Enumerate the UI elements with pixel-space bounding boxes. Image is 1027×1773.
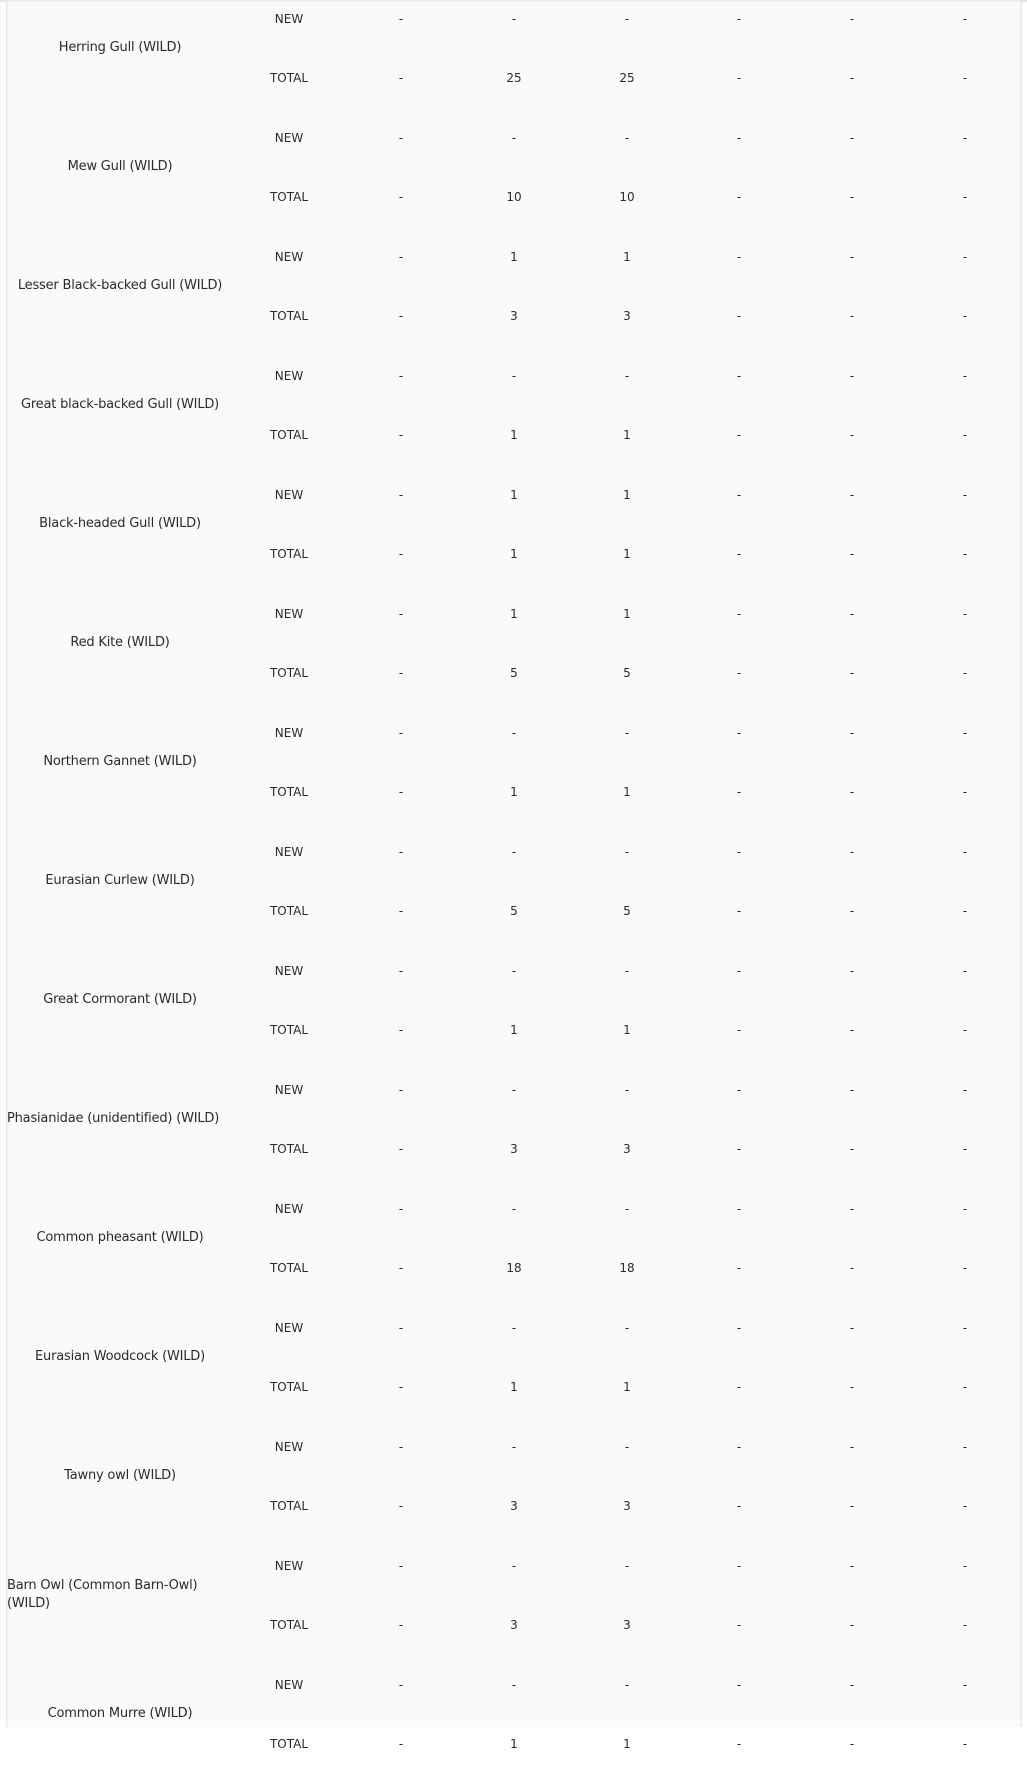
count-cell: - <box>962 964 968 978</box>
count-cell: - <box>736 1618 742 1632</box>
count-cell: - <box>736 1737 742 1751</box>
count-cell: - <box>736 904 742 918</box>
count-cell: 3 <box>510 309 518 323</box>
total-row <box>7 544 1021 564</box>
row-type-label: TOTAL <box>269 547 309 561</box>
new-row <box>7 1199 1021 1219</box>
row-type-label: TOTAL <box>269 1380 309 1394</box>
count-cell: - <box>849 12 855 26</box>
count-cell: - <box>398 1083 404 1097</box>
count-cell: - <box>398 726 404 740</box>
count-cell: 3 <box>510 1618 518 1632</box>
count-cell: - <box>849 726 855 740</box>
new-row <box>7 9 1021 29</box>
count-cell: - <box>962 1202 968 1216</box>
count-cell: - <box>849 1678 855 1692</box>
count-cell: - <box>398 71 404 85</box>
count-cell: - <box>736 1380 742 1394</box>
count-cell: - <box>511 964 517 978</box>
count-cell: - <box>736 726 742 740</box>
species-name: Northern Gannet (WILD) <box>43 754 197 769</box>
count-cell: - <box>398 1618 404 1632</box>
count-cell: - <box>849 845 855 859</box>
count-cell: 5 <box>510 666 518 680</box>
count-cell: 1 <box>510 488 518 502</box>
new-row <box>7 1675 1021 1695</box>
total-row <box>7 782 1021 802</box>
count-cell: - <box>398 785 404 799</box>
count-cell: 3 <box>623 1142 631 1156</box>
count-cell: - <box>849 428 855 442</box>
count-cell: - <box>962 131 968 145</box>
count-cell: - <box>962 1618 968 1632</box>
count-cell: - <box>511 1321 517 1335</box>
count-cell: - <box>849 666 855 680</box>
count-cell: 1 <box>623 250 631 264</box>
count-cell: 5 <box>623 904 631 918</box>
count-cell: - <box>398 1737 404 1751</box>
count-cell: - <box>849 1321 855 1335</box>
new-row <box>7 1318 1021 1338</box>
row-type-label: NEW <box>274 1321 304 1335</box>
count-cell: 1 <box>510 607 518 621</box>
new-row <box>7 723 1021 743</box>
count-cell: - <box>962 607 968 621</box>
species-group <box>7 821 1021 940</box>
count-cell: - <box>849 785 855 799</box>
count-cell: - <box>849 309 855 323</box>
total-row <box>7 1377 1021 1397</box>
row-type-label: NEW <box>274 12 304 26</box>
row-type-label: NEW <box>274 250 304 264</box>
count-cell: - <box>398 250 404 264</box>
count-cell: - <box>398 1202 404 1216</box>
count-cell: - <box>962 1737 968 1751</box>
row-type-label: TOTAL <box>269 1023 309 1037</box>
count-cell: - <box>962 785 968 799</box>
count-cell: - <box>511 845 517 859</box>
count-cell: - <box>736 1261 742 1275</box>
count-cell: - <box>849 131 855 145</box>
count-cell: - <box>849 71 855 85</box>
count-cell: - <box>511 1083 517 1097</box>
count-cell: - <box>849 547 855 561</box>
row-type-label: TOTAL <box>269 904 309 918</box>
count-cell: - <box>624 726 630 740</box>
count-cell: - <box>511 1440 517 1454</box>
count-cell: - <box>849 250 855 264</box>
count-cell: - <box>849 1142 855 1156</box>
count-cell: - <box>736 190 742 204</box>
count-cell: 1 <box>623 1737 631 1751</box>
row-type-label: NEW <box>274 1083 304 1097</box>
count-cell: - <box>962 1559 968 1573</box>
row-type-label: NEW <box>274 964 304 978</box>
count-cell: - <box>736 607 742 621</box>
count-cell: - <box>398 190 404 204</box>
count-cell: - <box>962 547 968 561</box>
count-cell: - <box>849 964 855 978</box>
count-cell: - <box>624 1678 630 1692</box>
row-type-label: TOTAL <box>269 666 309 680</box>
count-cell: - <box>849 607 855 621</box>
count-cell: 1 <box>623 488 631 502</box>
row-type-label: NEW <box>274 1202 304 1216</box>
count-cell: - <box>849 369 855 383</box>
species-table <box>7 0 1021 1773</box>
count-cell: - <box>962 1321 968 1335</box>
total-row <box>7 1496 1021 1516</box>
count-cell: - <box>398 12 404 26</box>
row-type-label: TOTAL <box>269 1261 309 1275</box>
new-row <box>7 366 1021 386</box>
total-row <box>7 68 1021 88</box>
species-table-panel <box>6 0 1022 1751</box>
count-cell: - <box>624 131 630 145</box>
count-cell: - <box>962 1499 968 1513</box>
row-type-label: TOTAL <box>269 1618 309 1632</box>
species-name: Red Kite (WILD) <box>70 635 170 650</box>
count-cell: - <box>736 71 742 85</box>
count-cell: - <box>962 845 968 859</box>
species-group <box>7 0 1021 107</box>
count-cell: - <box>736 845 742 859</box>
count-cell: - <box>962 1083 968 1097</box>
count-cell: - <box>398 1678 404 1692</box>
count-cell: - <box>736 547 742 561</box>
new-row <box>7 485 1021 505</box>
count-cell: 18 <box>619 1261 635 1275</box>
count-cell: - <box>398 1559 404 1573</box>
count-cell: - <box>398 369 404 383</box>
species-name: Phasianidae (unidentified) (WILD) <box>7 1111 220 1126</box>
count-cell: 1 <box>623 1380 631 1394</box>
count-cell: - <box>398 1499 404 1513</box>
count-cell: - <box>849 1737 855 1751</box>
count-cell: - <box>398 1023 404 1037</box>
row-type-label: NEW <box>274 726 304 740</box>
count-cell: - <box>398 1440 404 1454</box>
row-type-label: NEW <box>274 607 304 621</box>
count-cell: - <box>624 12 630 26</box>
count-cell: - <box>736 666 742 680</box>
count-cell: 3 <box>623 1499 631 1513</box>
count-cell: - <box>398 131 404 145</box>
count-cell: 1 <box>510 428 518 442</box>
species-name: Common pheasant (WILD) <box>36 1230 204 1245</box>
species-name: Great black-backed Gull (WILD) <box>20 397 220 412</box>
count-cell: - <box>962 369 968 383</box>
row-type-label: NEW <box>274 845 304 859</box>
count-cell: - <box>849 904 855 918</box>
count-cell: - <box>962 1023 968 1037</box>
count-cell: - <box>736 309 742 323</box>
count-cell: - <box>624 1440 630 1454</box>
count-cell: - <box>398 964 404 978</box>
count-cell: 10 <box>619 190 635 204</box>
row-type-label: NEW <box>274 1678 304 1692</box>
count-cell: - <box>398 845 404 859</box>
total-row <box>7 901 1021 921</box>
count-cell: - <box>962 428 968 442</box>
row-type-label: TOTAL <box>269 428 309 442</box>
count-cell: 1 <box>623 547 631 561</box>
new-row <box>7 604 1021 624</box>
row-type-label: NEW <box>274 1559 304 1573</box>
count-cell: - <box>624 845 630 859</box>
count-cell: 1 <box>510 785 518 799</box>
count-cell: - <box>962 1142 968 1156</box>
count-cell: - <box>962 666 968 680</box>
count-cell: - <box>736 1559 742 1573</box>
count-cell: - <box>624 1559 630 1573</box>
count-cell: - <box>849 1440 855 1454</box>
row-type-label: NEW <box>274 131 304 145</box>
count-cell: - <box>962 309 968 323</box>
count-cell: - <box>736 1083 742 1097</box>
count-cell: 3 <box>623 1618 631 1632</box>
count-cell: - <box>398 488 404 502</box>
count-cell: - <box>736 964 742 978</box>
species-group <box>7 107 1021 226</box>
row-type-label: NEW <box>274 488 304 502</box>
count-cell: - <box>849 1559 855 1573</box>
species-group <box>7 1059 1021 1178</box>
new-row <box>7 1080 1021 1100</box>
species-name: Black-headed Gull (WILD) <box>39 516 201 531</box>
new-row <box>7 842 1021 862</box>
total-row <box>7 1020 1021 1040</box>
new-row <box>7 247 1021 267</box>
count-cell: 1 <box>510 1023 518 1037</box>
count-cell: - <box>849 1618 855 1632</box>
total-row <box>7 663 1021 683</box>
count-cell: - <box>849 1083 855 1097</box>
new-row <box>7 1437 1021 1457</box>
row-type-label: TOTAL <box>269 190 309 204</box>
count-cell: - <box>398 428 404 442</box>
species-group <box>7 345 1021 464</box>
species-name: Great Cormorant (WILD) <box>43 992 197 1007</box>
count-cell: 3 <box>510 1142 518 1156</box>
row-type-label: NEW <box>274 1440 304 1454</box>
species-group <box>7 1178 1021 1297</box>
count-cell: 5 <box>510 904 518 918</box>
count-cell: - <box>398 309 404 323</box>
count-cell: - <box>511 1202 517 1216</box>
count-cell: - <box>624 369 630 383</box>
count-cell: 3 <box>623 309 631 323</box>
total-row <box>7 187 1021 207</box>
species-group <box>7 1416 1021 1535</box>
count-cell: - <box>398 904 404 918</box>
total-row <box>7 1139 1021 1159</box>
count-cell: - <box>398 547 404 561</box>
count-cell: - <box>736 785 742 799</box>
row-type-label: NEW <box>274 369 304 383</box>
count-cell: - <box>624 1083 630 1097</box>
count-cell: - <box>962 1380 968 1394</box>
count-cell: - <box>398 666 404 680</box>
count-cell: - <box>736 12 742 26</box>
count-cell: - <box>624 1202 630 1216</box>
count-cell: - <box>736 428 742 442</box>
count-cell: - <box>624 964 630 978</box>
total-row <box>7 1258 1021 1278</box>
species-name: Lesser Black-backed Gull (WILD) <box>17 278 223 293</box>
row-type-label: TOTAL <box>269 71 309 85</box>
species-name: Mew Gull (WILD) <box>67 159 173 174</box>
count-cell: - <box>849 1380 855 1394</box>
count-cell: 1 <box>623 607 631 621</box>
count-cell: - <box>736 250 742 264</box>
count-cell: - <box>624 1321 630 1335</box>
new-row <box>7 1556 1021 1576</box>
count-cell: - <box>962 488 968 502</box>
count-cell: - <box>736 1499 742 1513</box>
total-row <box>7 425 1021 445</box>
count-cell: - <box>511 12 517 26</box>
count-cell: - <box>736 488 742 502</box>
species-name: Common Murre (WILD) <box>47 1706 193 1721</box>
count-cell: - <box>962 250 968 264</box>
count-cell: - <box>962 1261 968 1275</box>
total-row <box>7 306 1021 326</box>
count-cell: - <box>398 1321 404 1335</box>
count-cell: 25 <box>619 71 635 85</box>
count-cell: - <box>849 488 855 502</box>
count-cell: - <box>736 1678 742 1692</box>
new-row <box>7 961 1021 981</box>
total-row <box>7 1615 1021 1635</box>
species-name: Barn Owl (Common Barn-Owl) (WILD) <box>7 1578 198 1611</box>
row-type-label: TOTAL <box>269 1499 309 1513</box>
count-cell: - <box>962 726 968 740</box>
count-cell: 3 <box>510 1499 518 1513</box>
count-cell: 1 <box>623 1023 631 1037</box>
count-cell: - <box>511 726 517 740</box>
count-cell: - <box>736 1023 742 1037</box>
count-cell: - <box>849 190 855 204</box>
species-group <box>7 702 1021 821</box>
row-type-label: TOTAL <box>269 785 309 799</box>
count-cell: 10 <box>506 190 522 204</box>
species-group <box>7 226 1021 345</box>
species-group <box>7 464 1021 583</box>
count-cell: - <box>398 607 404 621</box>
count-cell: - <box>398 1261 404 1275</box>
count-cell: - <box>736 1440 742 1454</box>
count-cell: - <box>736 369 742 383</box>
count-cell: - <box>511 369 517 383</box>
count-cell: 1 <box>510 250 518 264</box>
new-row <box>7 128 1021 148</box>
count-cell: - <box>736 1202 742 1216</box>
species-group <box>7 1535 1021 1654</box>
count-cell: - <box>736 131 742 145</box>
count-cell: 1 <box>510 1737 518 1751</box>
count-cell: 5 <box>623 666 631 680</box>
count-cell: 1 <box>510 1380 518 1394</box>
count-cell: 1 <box>623 785 631 799</box>
count-cell: - <box>511 131 517 145</box>
species-group <box>7 1654 1021 1773</box>
species-name: Eurasian Curlew (WILD) <box>45 873 195 888</box>
row-type-label: TOTAL <box>269 309 309 323</box>
count-cell: - <box>736 1321 742 1335</box>
count-cell: - <box>849 1202 855 1216</box>
total-row <box>7 1734 1021 1754</box>
count-cell: 1 <box>510 547 518 561</box>
count-cell: 1 <box>623 428 631 442</box>
count-cell: 25 <box>506 71 522 85</box>
count-cell: - <box>962 904 968 918</box>
count-cell: 18 <box>506 1261 522 1275</box>
species-name: Herring Gull (WILD) <box>58 40 182 55</box>
species-group <box>7 1297 1021 1416</box>
count-cell: - <box>736 1142 742 1156</box>
row-type-label: TOTAL <box>269 1142 309 1156</box>
count-cell: - <box>511 1678 517 1692</box>
count-cell: - <box>398 1142 404 1156</box>
count-cell: - <box>962 1440 968 1454</box>
species-group <box>7 583 1021 702</box>
count-cell: - <box>962 190 968 204</box>
count-cell: - <box>849 1261 855 1275</box>
count-cell: - <box>962 71 968 85</box>
count-cell: - <box>849 1023 855 1037</box>
count-cell: - <box>511 1559 517 1573</box>
count-cell: - <box>962 12 968 26</box>
species-group <box>7 940 1021 1059</box>
count-cell: - <box>962 1678 968 1692</box>
row-type-label: TOTAL <box>269 1737 309 1751</box>
species-name: Tawny owl (WILD) <box>64 1468 176 1483</box>
count-cell: - <box>849 1499 855 1513</box>
count-cell: - <box>398 1380 404 1394</box>
species-name: Eurasian Woodcock (WILD) <box>35 1349 205 1364</box>
